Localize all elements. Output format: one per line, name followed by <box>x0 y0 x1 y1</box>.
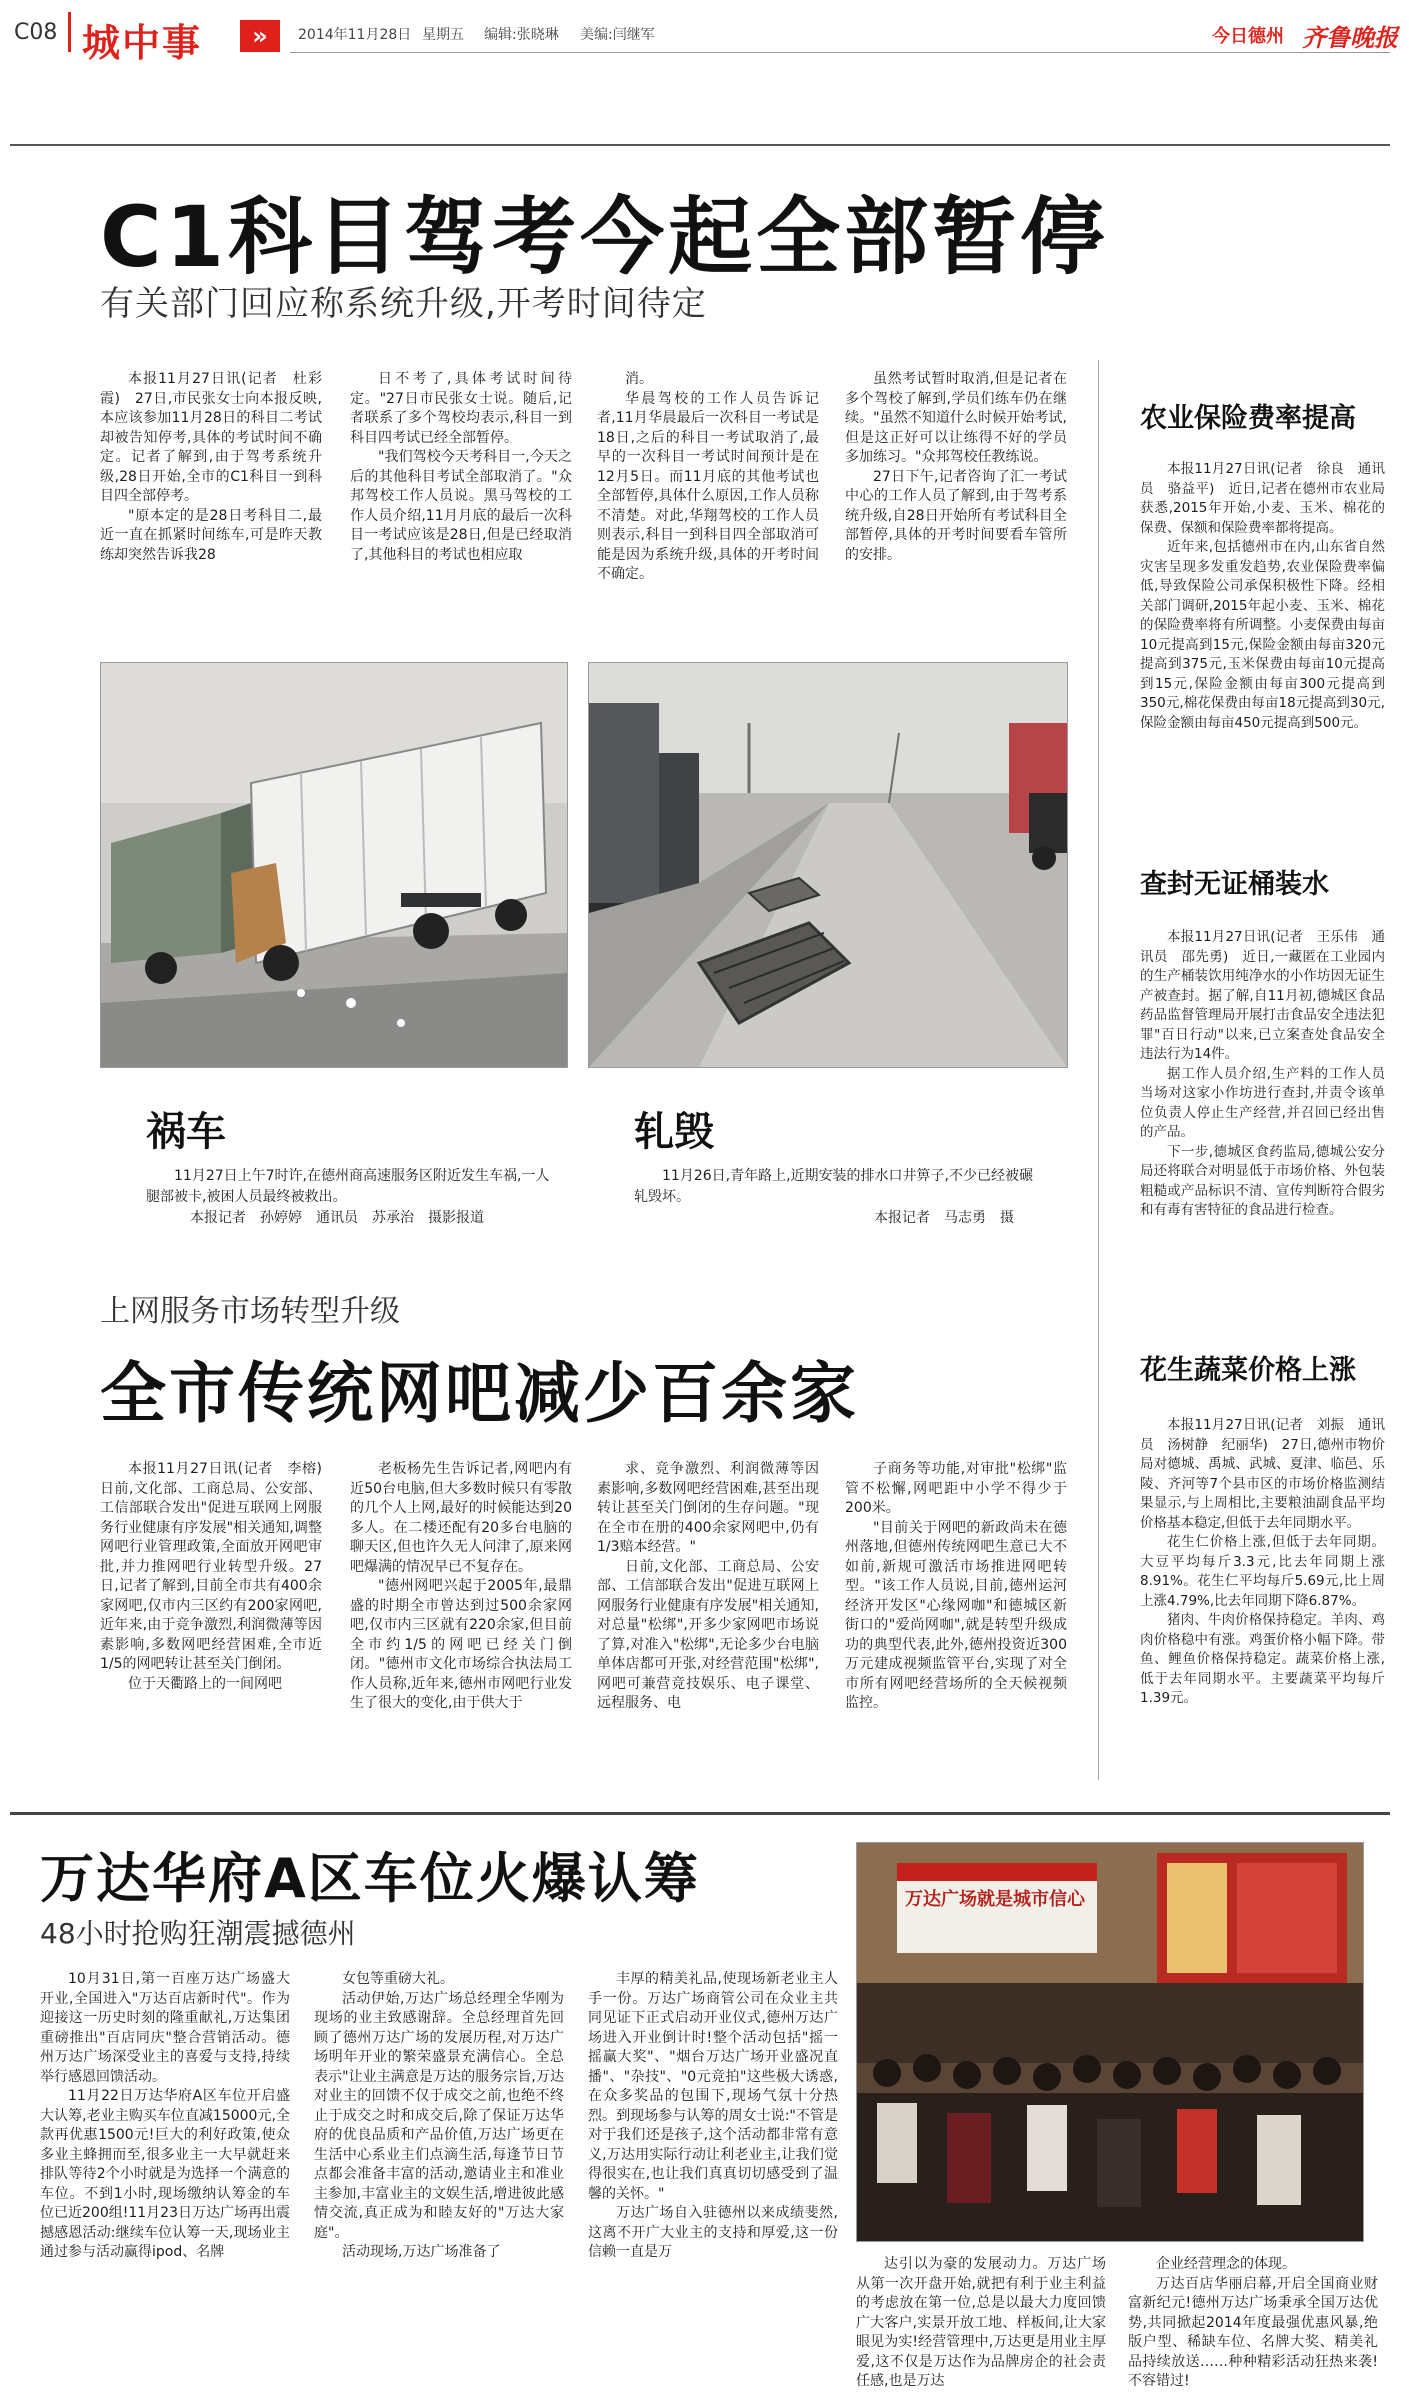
sidebar-title-water: 查封无证桶装水 <box>1140 869 1329 900</box>
wanda-photo-banner: 万达广场就是城市信心 <box>905 1889 1085 1910</box>
crash-caption-text: 11月27日上午7时许,在德州商高速服务区附近发生车祸,一人腿部被卡,被困人员最终被救出。 <box>146 1168 550 1205</box>
paragraph: "我们驾校今天考科目一,今天之后的其他科目考试全部取消了。"众邦驾校工作人员说。黑马驾校的工作人员介绍,11月月底的最后一次科目一考试应该是28日,但是已经取消了,其他科目的考试也相应取 <box>350 449 572 563</box>
wanda-top-rule <box>10 1812 1390 1815</box>
wanda-column-5 <box>1128 2255 1378 2389</box>
netcafe-column-2 <box>350 1460 572 1780</box>
issue-weekday: 星期五 <box>422 27 464 43</box>
paragraph: 花生仁价格上涨,但低于去年同期。大豆平均每斤3.3元,比去年同期上涨8.91%。花生仁平均每斤5.69元,比上周上涨4.79%,比去年同期下降6.87%。 <box>1140 1534 1385 1609</box>
wanda-event-photo <box>856 1842 1364 2242</box>
drain-photo-image <box>589 663 1067 1067</box>
wanda-column-4 <box>856 2255 1106 2389</box>
paragraph: 日不考了,具体考试时间待定。"27日市民张女士说。随后,记者联系了多个驾校均表示,科目一到科目四考试已经全部暂停。 <box>350 371 572 446</box>
sidebar-body-insurance <box>1140 460 1385 840</box>
paragraph: 位于天衢路上的一间网吧 <box>128 1675 282 1692</box>
paragraph: 虽然考试暂时取消,但是记者在多个驾校了解到,学员们练车仍在继续。"虽然不知道什么时候开始考试,但是这正好可以让练得不好的学员多加练习。"众邦驾校任教练说。 <box>845 371 1067 465</box>
paragraph: 据工作人员介绍,生产料的工作人员当场对这家小作坊进行查封,并责令该单位负责人停止生产经营,并召回已经出售的产品。 <box>1140 1065 1385 1140</box>
paragraph: "原本定的是28日考科目二,最近一直在抓紧时间练车,可是昨天教练却突然告诉我28 <box>100 507 322 563</box>
wanda-headline: 万达华府A区车位火爆认筹 <box>40 1847 700 1910</box>
city-label: 今日德州 <box>1212 26 1284 47</box>
lead-headline: C1科目驾考今起全部暂停 <box>100 188 1109 286</box>
lead-column-3 <box>597 370 819 620</box>
paragraph: 企业经营理念的体现。 <box>1156 2256 1296 2272</box>
netcafe-headline: 全市传统网吧减少百余家 <box>100 1355 859 1432</box>
netcafe-column-4 <box>845 1460 1067 1780</box>
paragraph: 万达广场自入驻德州以来成绩斐然,这离不开广大业主的支持和厚爱,这一份信赖一直是万 <box>588 2205 838 2260</box>
paper-logo: 齐鲁晚报 <box>1302 24 1398 52</box>
paragraph: "德州网吧兴起于2005年,最鼎盛的时期全市曾达到过500余家网吧,仅市内三区就有220余家,但目前全市约1/5的网吧已经关门倒闭。"德州市文化市场综合执法局工作人员称,近年来,德州市网吧行业发生了很大的变化,由于供大于 <box>350 1578 572 1711</box>
drain-photo-caption <box>634 1166 1044 1229</box>
paragraph: 老板杨先生告诉记者,网吧内有近50台电脑,但大多数时候只有零散的几个人上网,最好的时候能达到20多人。在二楼还配有20多台电脑的聊天区,但也许久无人问津了,原来网吧爆满的情况早已不复存在。 <box>350 1461 572 1575</box>
wanda-subheadline: 48小时抢购狂潮震撼德州 <box>40 1917 356 1950</box>
crash-caption-credit: 本报记者 孙婷婷 通讯员 苏承治 摄影报道 <box>190 1210 484 1226</box>
drain-photo-title: 轧毁 <box>634 1109 714 1155</box>
sidebar-divider <box>1098 360 1099 1780</box>
crash-photo-title: 祸车 <box>146 1109 226 1155</box>
netcafe-column-1 <box>100 1460 336 1780</box>
editor-name: 编辑:张晓琳 <box>484 27 559 43</box>
page-number-divider <box>68 12 71 52</box>
lead-column-2 <box>350 370 572 620</box>
paragraph: 27日下午,记者咨询了汇一考试中心的工作人员了解到,由于驾考系统升级,自28日开始所有考试科目全部暂停,具体的开考时间要看车管所的安排。 <box>845 468 1067 563</box>
paragraph: 达引以为豪的发展动力。万达广场从第一次开盘开始,就把有利于业主利益的考虑放在第一位,总是以最大力度回馈广大客户,实景开放工地、样板间,让大家眼见为实!经营管理中,万达更是用业主厚爱,这不仅是万达作为品牌房企的社会责任感,也是万达 <box>856 2256 1106 2389</box>
masthead <box>0 0 1409 65</box>
paragraph: 活动伊始,万达广场总经理全华刚为现场的业主致感谢辞。全总经理首先回顾了德州万达广场的发展历程,对万达广场明年开业的繁荣盛景充满信心。全总表示"让业主满意是万达的服务宗旨,万达对业主的回馈不仅于成交之前,也绝不终止于成交之时和成交后,除了保证万达华府的优良品质和产品价值,万达广场更在生活中心系业主们点滴生活,每逢节日节点都会准备丰富的活动,邀请业主和准业主参加,丰富业主的文娱生活,增进彼此感情交流,真正成为和睦友好的"万达大家庭"。 <box>314 1990 564 2241</box>
drain-caption-text: 11月26日,青年路上,近期安装的排水口井箅子,不少已经被碾轧毁坏。 <box>634 1168 1033 1205</box>
sidebar-title-insurance: 农业保险费率提高 <box>1140 403 1356 434</box>
crash-photo-image <box>101 663 567 1067</box>
paragraph: 子商务等功能,对审批"松绑"监管不松懈,网吧距中小学不得少于200米。 <box>845 1461 1067 1516</box>
paragraph: 本报11月27日讯(记者 刘振 通讯员 汤树静 纪丽华) 27日,德州市物价局对德城、禹城、武城、夏津、临邑、乐陵、齐河等7个县市区的市场价格监测结果显示,与上周相比,主要粮油副食品平均价格基本稳定,但低于去年同期水平。 <box>1140 1417 1385 1531</box>
paragraph: 万达百店华丽启幕,开启全国商业财富新纪元!德州万达广场秉承全国万达优势,共同掀起2014年度最强优惠风暴,绝版户型、稀缺车位、名牌大奖、精美礼品持续放送……种种精彩活动狂热来袭!不容错过! <box>1128 2275 1378 2389</box>
paragraph: 猪肉、牛肉价格保持稳定。羊肉、鸡肉价格稳中有涨。鸡蛋价格小幅下降。带鱼、鲤鱼价格保持稳定。蔬菜价格上涨,低于去年同期水平。主要蔬菜平均每斤1.39元。 <box>1140 1612 1385 1706</box>
paragraph: 下一步,德城区食药监局,德城公安分局还将联合对明显低于市场价格、外包装粗糙或产品标识不清、宣传判断符合假劣和有毒有害特征的食品进行检查。 <box>1140 1143 1385 1218</box>
sidebar-body-prices <box>1140 1416 1385 1836</box>
sidebar-body-water <box>1140 928 1385 1328</box>
wanda-column-2 <box>314 1970 564 2370</box>
designer-name: 美编:闫继军 <box>580 27 655 43</box>
wanda-column-3 <box>588 1970 838 2370</box>
netcafe-kicker: 上网服务市场转型升级 <box>100 1294 400 1329</box>
crash-photo <box>100 662 568 1068</box>
crash-photo-caption <box>146 1166 556 1229</box>
paragraph: 本报11月27日讯(记者 王乐伟 通讯员 邵先勇) 近日,一藏匿在工业园内的生产桶装饮用纯净水的小作坊因无证生产被查封。据了解,自11月初,德城区食品药品监督管理局开展打击食品安全违法犯罪"百日行动"以来,已立案查处食品安全违法行为14件。 <box>1140 929 1385 1062</box>
lead-column-1 <box>100 370 322 620</box>
paragraph: 日前,文化部、工商总局、公安部、工信部联合发出"促进互联网上网服务行业健康有序发展"相关通知,对总量"松绑",开多少家网吧市场说了算,对准入"松绑",无论多少台电脑单体店都可开张,对经营范围"松绑",网吧可兼营竞技娱乐、电子课堂、远程服务、电 <box>597 1558 819 1711</box>
paragraph: 丰厚的精美礼品,使现场新老业主人手一份。万达广场商管公司在众业主共同见证下正式启动开业仪式,德州万达广场进入开业倒计时!整个活动包括"摇一摇赢大奖"、"烟台万达广场开业盛况直播"、"杂技"、"0元竞拍"这些极大诱惑,在众多奖品的包围下,现场气氛十分热烈。到现场参与认筹的周女士说:"不管是对于我们还是孩子,这个活动都非常有意义,万达用实际行动让利老业主,让我们觉得很实在,也让我们真真切切感受到了温馨的关怀。" <box>588 1971 838 2202</box>
wanda-column-1 <box>40 1970 290 2370</box>
top-divider <box>10 144 1390 146</box>
paragraph: "目前关于网吧的新政尚未在德州落地,但德州传统网吧生意已大不如前,新规可激活市场推进网吧转型。"该工作人员说,目前,德州运河经济开发区"心缘网咖"和德城区新街口的"爱尚网咖",就是转型升级成功的典型代表,此外,德州投资近300万元建成视频监管平台,实现了对全市所有网吧经营场所的全天候视频监控。 <box>845 1519 1067 1711</box>
paragraph: 本报11月27日讯(记者 徐良 通讯员 骆益平) 近日,记者在德州市农业局获悉,2015年开始,小麦、玉米、棉花的保费、保额和保险费率都将提高。 <box>1140 461 1385 536</box>
paragraph: 华晨驾校的工作人员告诉记者,11月华晨最后一次科目一考试是18日,之后的科目一考试取消了,最早的一次科目一考试时间预计是在12月5日。而11月底的其他考试也全部暂停,具体什么原因,工作人员称不清楚。对此,华翔驾校的工作人员则表示,科目一到科目四全部取消可能是因为系统升级,具体的开考时间不确定。 <box>597 390 819 582</box>
paragraph: 10月31日,第一百座万达广场盛大开业,全国进入"万达百店新时代"。作为迎接这一历史时刻的隆重献礼,万达集团重磅推出"百店同庆"整合营销活动。德州万达广场深受业主的喜爱与支持,持续举行感恩回馈活动。 <box>40 1971 290 2085</box>
drain-photo <box>588 662 1068 1068</box>
page-number: C08 <box>14 20 58 45</box>
paragraph: 求、竞争激烈、利润微薄等因素影响,多数网吧经营困难,甚至出现转让甚至关门倒闭的生存问题。"现在全市在册的400余家网吧中,仍有1/3赔本经营。" <box>597 1461 819 1555</box>
drain-caption-credit: 本报记者 马志勇 摄 <box>874 1210 1014 1226</box>
paragraph: 女包等重磅大礼。 <box>342 1971 454 1987</box>
paragraph: 活动现场,万达广场准备了 <box>342 2244 501 2260</box>
header-rule <box>290 52 1390 53</box>
sidebar-title-prices: 花生蔬菜价格上涨 <box>1140 1355 1356 1386</box>
lead-column-4 <box>845 370 1067 620</box>
issue-date: 2014年11月28日 <box>298 27 412 43</box>
paragraph: 近年来,包括德州市在内,山东省自然灾害呈现多发重发趋势,农业保险费率偏低,导致保险公司承保积极性下降。经相关部门调研,2015年起小麦、玉米、棉花的保险费率将有所调整。小麦保费由每亩10元提高到15元,保险金额由每亩320元提高到375元,玉米保费由每亩10元提高到15元,保险金额由每亩300元提高到350元,棉花保费由每亩18元提高到30元,保险金额由每亩450元提高到500元。 <box>1140 539 1385 731</box>
paragraph: 11月22日万达华府A区车位开启盛大认筹,老业主购买车位直减15000元,全款再优惠1500元!巨大的利好政策,使众多业主蜂拥而至,很多业主一大早就赶来排队等待2个小时就是为选择一个满意的车位。不到1小时,现场缴纳认筹金的车位已近200组!11月23日万达广场再出震撼感恩活动:继续车位认筹一天,现场业主通过参与活动赢得ipod、名牌 <box>40 2088 290 2260</box>
paragraph: 本报11月27日讯(记者 李榕) 日前,文化部、工商总局、公安部、工信部联合发出"促进互联网上网服务行业健康有序发展"相关通知,调整网吧行业管理政策,全面放开网吧审批,并力推网吧行业转型升级。27日,记者了解到,目前全市共有400余家网吧,仅市内三区约有200家网吧,近年来,由于竞争激烈,利润微薄等因素影响,多数网吧经营困难,全市近1/5的网吧转让甚至关门倒闭。 <box>100 1461 336 1672</box>
paragraph: 消。 <box>625 371 653 387</box>
paragraph: 本报11月27日讯(记者 杜彩霞) 27日,市民张女士向本报反映,本应该参加11月28日的科目二考试却被告知停考,具体的考试时间不确定。记者了解到,由于驾考系统升级,28日开始,全市的C1科目一到科目四全部停考。 <box>100 371 322 504</box>
lead-subheadline: 有关部门回应称系统升级,开考时间待定 <box>100 284 707 324</box>
section-name: 城中事 <box>82 21 203 65</box>
netcafe-column-3 <box>597 1460 819 1780</box>
section-arrow-icon: » <box>240 20 280 52</box>
